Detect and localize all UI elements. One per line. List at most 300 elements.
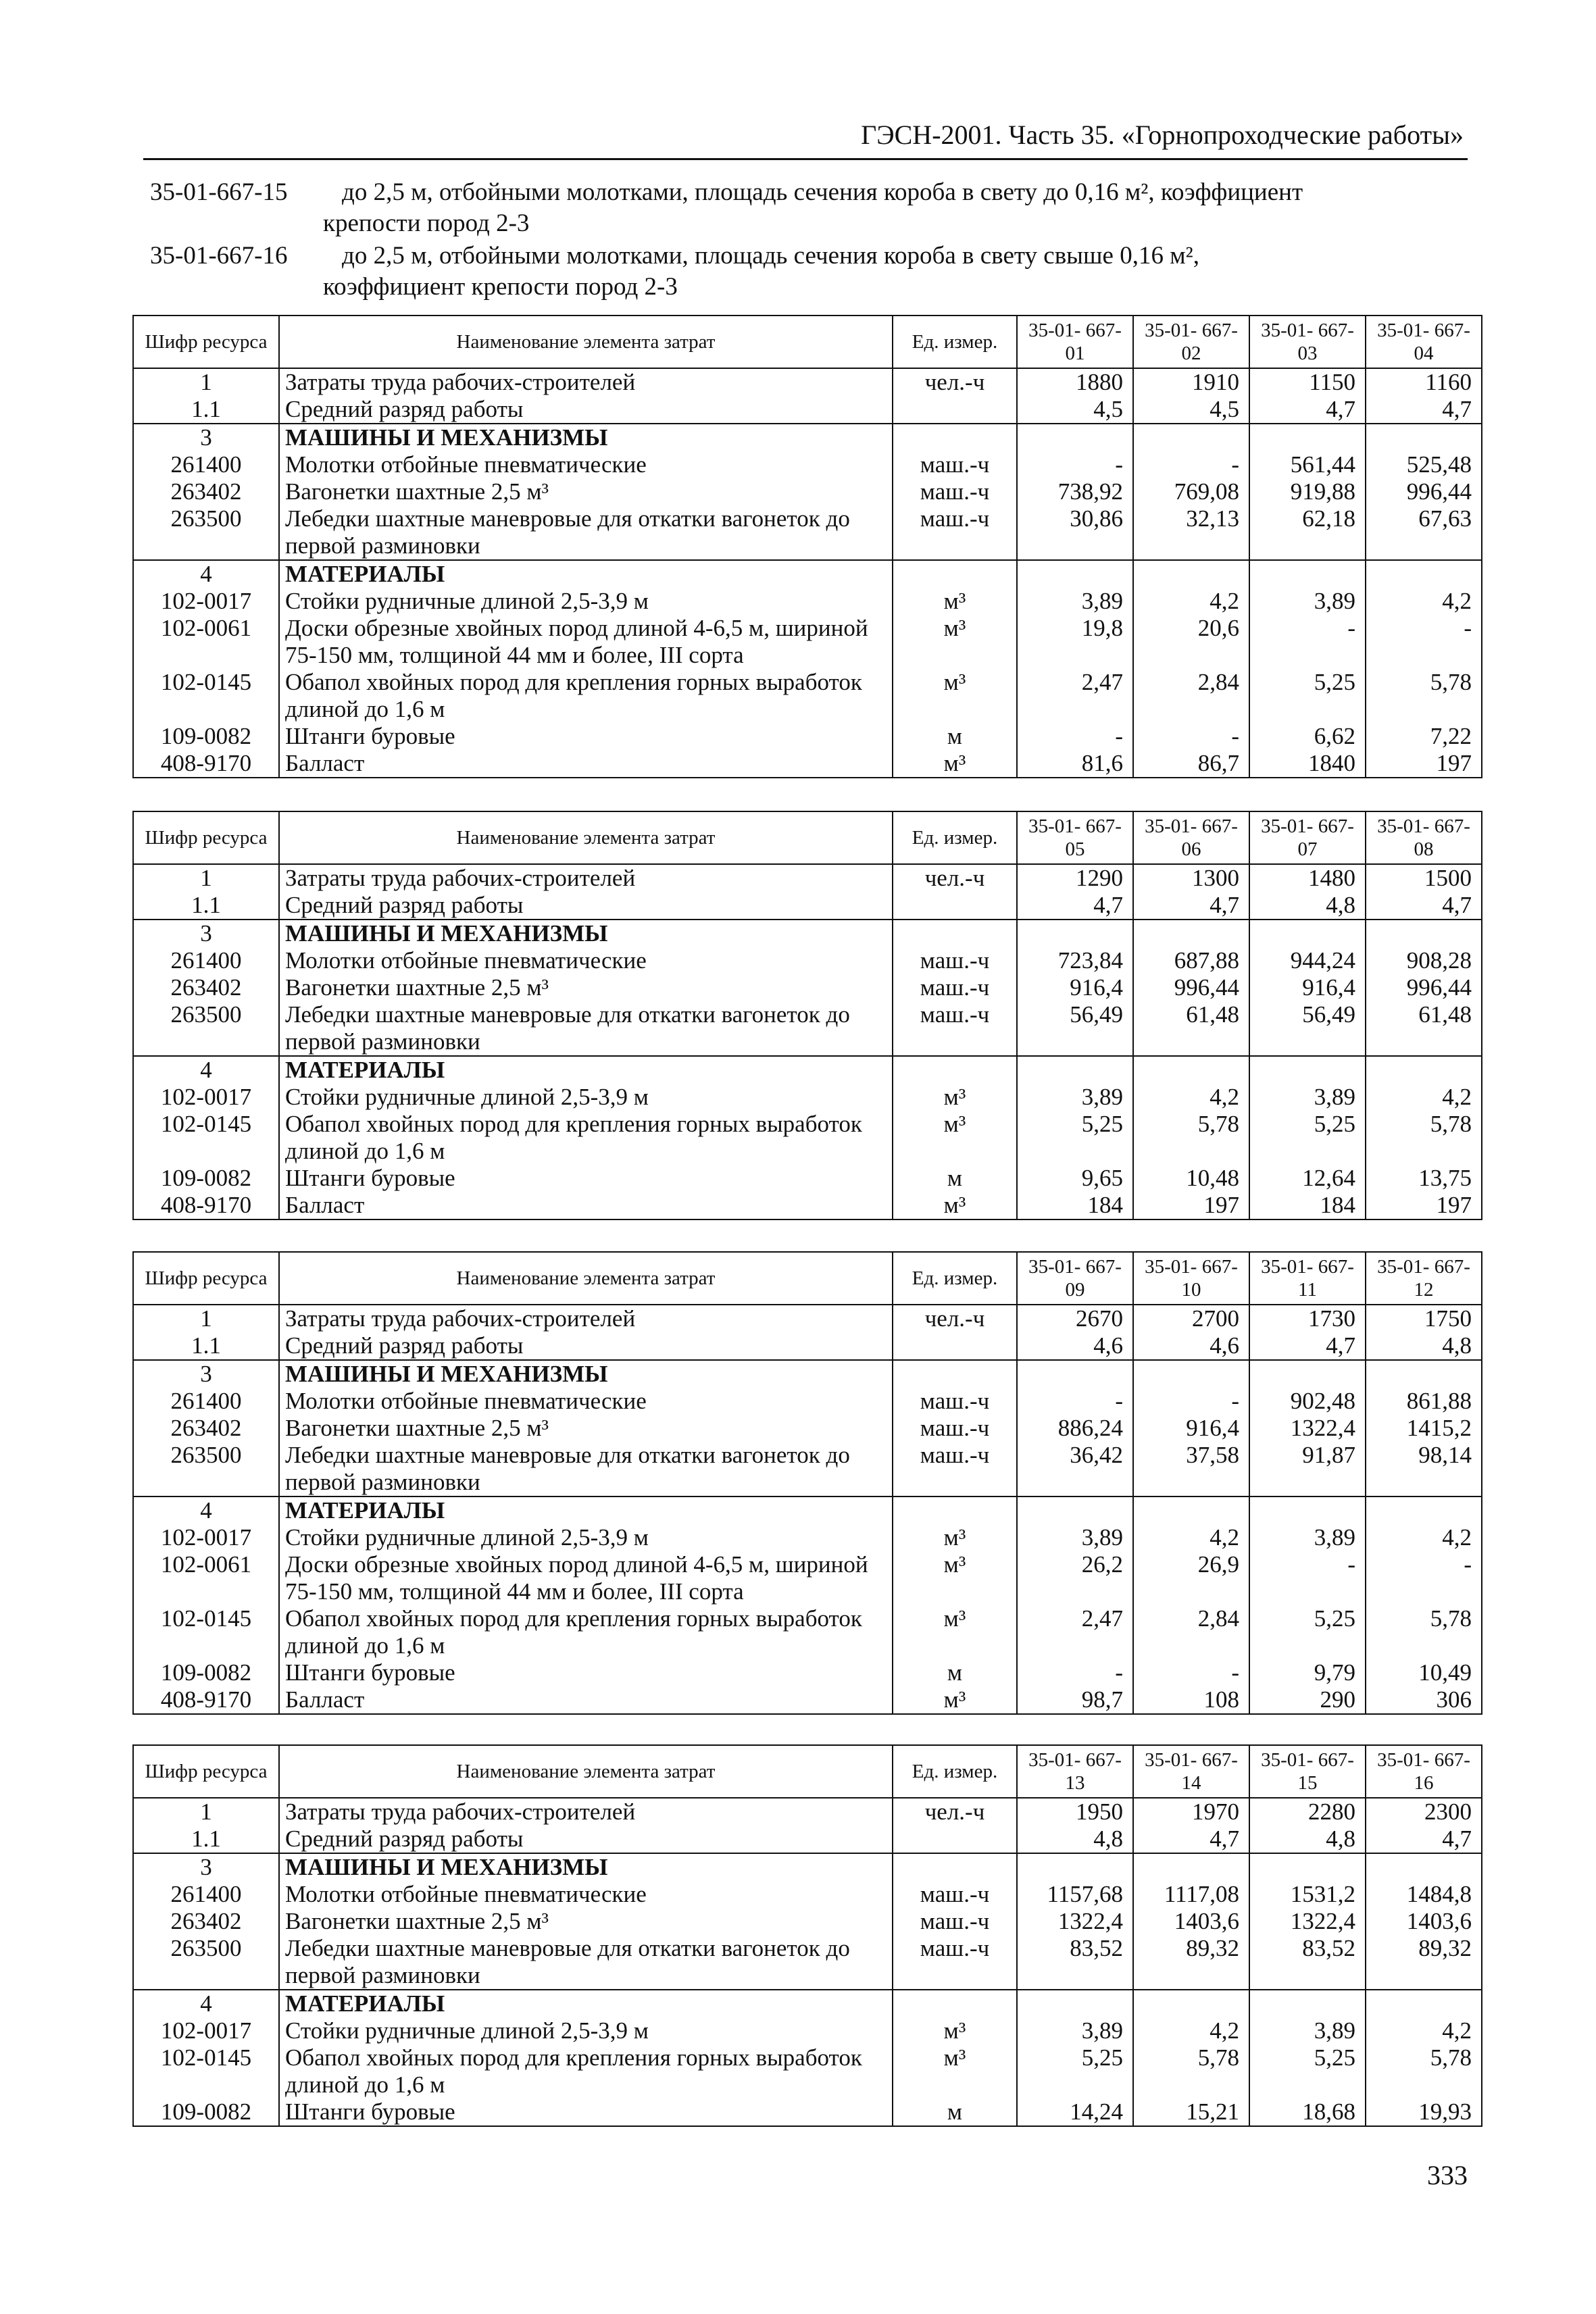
unit-of-measure: чел.-ч <box>893 864 1017 892</box>
table-row <box>133 2017 1482 2044</box>
norm-value: 4,7 <box>1133 1826 1249 1853</box>
norm-value: 1117,08 <box>1133 1881 1249 1908</box>
norm-value: 61,48 <box>1366 1001 1482 1056</box>
norm-value: 3,89 <box>1017 588 1133 615</box>
norm-value: 5,78 <box>1133 2044 1249 2098</box>
norm-value: 4,7 <box>1017 892 1133 920</box>
table-header-row <box>133 1252 1482 1305</box>
norm-value: 20,6 <box>1133 615 1249 669</box>
resource-code: 4 <box>133 1990 279 2017</box>
cost-element-name: МАТЕРИАЛЫ <box>279 560 893 588</box>
cost-element-name: Средний разряд работы <box>279 396 893 424</box>
norm-value <box>1133 1056 1249 1084</box>
resource-code: 1 <box>133 1305 279 1332</box>
norm-value: 886,24 <box>1017 1415 1133 1442</box>
norm-value <box>1366 1853 1482 1881</box>
header-norm-column: 35-01- 667-14 <box>1133 1745 1249 1798</box>
norm-value: 4,2 <box>1366 1084 1482 1111</box>
unit-of-measure: м³ <box>893 2017 1017 2044</box>
norm-value <box>1017 1853 1133 1881</box>
table-row <box>133 368 1482 396</box>
resource-code: 1.1 <box>133 1332 279 1360</box>
table-row <box>133 1826 1482 1853</box>
table-row <box>133 1192 1482 1219</box>
table-row <box>133 1798 1482 1826</box>
cost-element-name: МАТЕРИАЛЫ <box>279 1990 893 2017</box>
unit-of-measure: м <box>893 2098 1017 2126</box>
resource-code: 102-0061 <box>133 1551 279 1605</box>
cost-element-name: Средний разряд работы <box>279 892 893 920</box>
table-row <box>133 1165 1482 1192</box>
norm-value: 1160 <box>1366 368 1482 396</box>
norm-value: - <box>1133 451 1249 478</box>
header-title: ГЭСН-2001. Часть 35. «Горнопроходческие работы» <box>861 120 1464 150</box>
norm-value: 1730 <box>1249 1305 1366 1332</box>
resource-code: 102-0145 <box>133 1605 279 1659</box>
cost-element-name: Затраты труда рабочих-строителей <box>279 1798 893 1826</box>
table-row <box>133 864 1482 892</box>
intro-code: 35-01-667-15 <box>150 178 288 206</box>
unit-of-measure: чел.-ч <box>893 1798 1017 1826</box>
unit-of-measure: маш.-ч <box>893 451 1017 478</box>
resource-code: 1 <box>133 864 279 892</box>
cost-element-name: Балласт <box>279 1192 893 1219</box>
norm-value: 197 <box>1366 750 1482 778</box>
table-header-row <box>133 811 1482 864</box>
table-row <box>133 723 1482 750</box>
norm-value: 61,48 <box>1133 1001 1249 1056</box>
norm-value: 687,88 <box>1133 947 1249 974</box>
resource-table <box>132 315 1482 778</box>
resource-code: 261400 <box>133 1388 279 1415</box>
norm-value <box>1133 920 1249 947</box>
norm-value: 996,44 <box>1366 974 1482 1001</box>
unit-of-measure: маш.-ч <box>893 1442 1017 1496</box>
cost-element-name: Вагонетки шахтные 2,5 м³ <box>279 974 893 1001</box>
table-row <box>133 2098 1482 2126</box>
norm-value: 1484,8 <box>1366 1881 1482 1908</box>
norm-value: 4,8 <box>1366 1332 1482 1360</box>
norm-value <box>1366 424 1482 451</box>
norm-value: 1910 <box>1133 368 1249 396</box>
section-row <box>133 1990 1482 2017</box>
norm-value: 1300 <box>1133 864 1249 892</box>
table-row <box>133 750 1482 778</box>
table-row <box>133 1605 1482 1659</box>
norm-value: 1150 <box>1249 368 1366 396</box>
norm-value: 26,9 <box>1133 1551 1249 1605</box>
norm-value: 2670 <box>1017 1305 1133 1332</box>
resource-code: 4 <box>133 560 279 588</box>
unit-of-measure: м³ <box>893 750 1017 778</box>
norm-value: 4,8 <box>1249 1826 1366 1853</box>
table-row <box>133 1388 1482 1415</box>
norm-value <box>1017 1056 1133 1084</box>
norm-value: 91,87 <box>1249 1442 1366 1496</box>
header-norm-column: 35-01- 667-15 <box>1249 1745 1366 1798</box>
cost-element-name: Затраты труда рабочих-строителей <box>279 1305 893 1332</box>
cost-element-name: МАШИНЫ И МЕХАНИЗМЫ <box>279 1853 893 1881</box>
cost-element-name: Обапол хвойных пород для крепления горных выработок длиной до 1,6 м <box>279 2044 893 2098</box>
cost-element-name: Штанги буровые <box>279 723 893 750</box>
resource-code: 1.1 <box>133 892 279 920</box>
unit-of-measure <box>893 1826 1017 1853</box>
cost-element-name: Штанги буровые <box>279 1165 893 1192</box>
norm-value: - <box>1133 723 1249 750</box>
norm-value: 83,52 <box>1017 1935 1133 1990</box>
resource-code: 109-0082 <box>133 1659 279 1686</box>
norm-value <box>1017 560 1133 588</box>
norm-value: 5,25 <box>1249 669 1366 723</box>
header-name-column: Наименование элемента затрат <box>279 811 893 864</box>
norm-value: 26,2 <box>1017 1551 1133 1605</box>
intro-code: 35-01-667-16 <box>150 242 288 270</box>
norm-value: 197 <box>1366 1192 1482 1219</box>
norm-value: 3,89 <box>1249 588 1366 615</box>
resource-code: 263500 <box>133 1442 279 1496</box>
header-code-column: Шифр ресурса <box>133 1745 279 1798</box>
cost-element-name: МАШИНЫ И МЕХАНИЗМЫ <box>279 920 893 947</box>
norm-value: 3,89 <box>1249 1084 1366 1111</box>
norm-value: 15,21 <box>1133 2098 1249 2126</box>
cost-element-name: Штанги буровые <box>279 2098 893 2126</box>
norm-value: 916,4 <box>1249 974 1366 1001</box>
resource-code: 109-0082 <box>133 2098 279 2126</box>
section-row <box>133 920 1482 947</box>
norm-value: 108 <box>1133 1686 1249 1714</box>
norm-value: 6,62 <box>1249 723 1366 750</box>
norm-value: 1322,4 <box>1249 1415 1366 1442</box>
unit-of-measure: маш.-ч <box>893 947 1017 974</box>
norm-value: 4,6 <box>1017 1332 1133 1360</box>
cost-element-name: Лебедки шахтные маневровые для откатки вагонеток до первой разминовки <box>279 1442 893 1496</box>
norm-value: 2700 <box>1133 1305 1249 1332</box>
unit-of-measure: маш.-ч <box>893 1881 1017 1908</box>
resource-code: 102-0017 <box>133 1524 279 1551</box>
section-row <box>133 1360 1482 1388</box>
resource-code: 408-9170 <box>133 1686 279 1714</box>
unit-of-measure: м³ <box>893 2044 1017 2098</box>
unit-of-measure <box>893 1853 1017 1881</box>
resource-code: 1.1 <box>133 396 279 424</box>
intro-description <box>323 177 1450 239</box>
resource-code: 408-9170 <box>133 750 279 778</box>
norm-value: - <box>1366 1551 1482 1605</box>
norm-value <box>1017 424 1133 451</box>
cost-element-name: Стойки рудничные длиной 2,5-3,9 м <box>279 1524 893 1551</box>
header-code-column: Шифр ресурса <box>133 1252 279 1305</box>
resource-code: 1 <box>133 368 279 396</box>
norm-value: 996,44 <box>1133 974 1249 1001</box>
norm-value <box>1133 1990 1249 2017</box>
norm-value: 4,2 <box>1133 2017 1249 2044</box>
norm-value: 5,25 <box>1017 2044 1133 2098</box>
table-row <box>133 1524 1482 1551</box>
cost-element-name: Затраты труда рабочих-строителей <box>279 368 893 396</box>
norm-value: 56,49 <box>1249 1001 1366 1056</box>
unit-of-measure: м³ <box>893 1111 1017 1165</box>
norm-value: 19,93 <box>1366 2098 1482 2126</box>
cost-element-name: Обапол хвойных пород для крепления горных выработок длиной до 1,6 м <box>279 1111 893 1165</box>
norm-value <box>1017 920 1133 947</box>
cost-element-name: Молотки отбойные пневматические <box>279 1881 893 1908</box>
norm-value: 2,47 <box>1017 669 1133 723</box>
norm-value: 525,48 <box>1366 451 1482 478</box>
norm-value: 2,47 <box>1017 1605 1133 1659</box>
cost-element-name: Стойки рудничные длиной 2,5-3,9 м <box>279 1084 893 1111</box>
norm-value <box>1249 1496 1366 1524</box>
resource-code: 102-0017 <box>133 2017 279 2044</box>
norm-value: 3,89 <box>1017 1084 1133 1111</box>
unit-of-measure: м³ <box>893 669 1017 723</box>
resource-code: 1.1 <box>133 1826 279 1853</box>
norm-value: 1415,2 <box>1366 1415 1482 1442</box>
table-row <box>133 615 1482 669</box>
norm-value: 4,2 <box>1366 588 1482 615</box>
header-norm-column: 35-01- 667-13 <box>1017 1745 1133 1798</box>
cost-element-name: Обапол хвойных пород для крепления горных выработок длиной до 1,6 м <box>279 1605 893 1659</box>
unit-of-measure: маш.-ч <box>893 505 1017 560</box>
intro-description <box>323 241 1450 303</box>
cost-element-name: Вагонетки шахтные 2,5 м³ <box>279 1415 893 1442</box>
norm-value: 5,78 <box>1366 1605 1482 1659</box>
norm-value: 916,4 <box>1133 1415 1249 1442</box>
norm-value: 36,42 <box>1017 1442 1133 1496</box>
unit-of-measure: м³ <box>893 588 1017 615</box>
unit-of-measure: м³ <box>893 615 1017 669</box>
table-row <box>133 947 1482 974</box>
table-row <box>133 1908 1482 1935</box>
cost-element-name: Доски обрезные хвойных пород длиной 4-6,5 м, шириной 75-150 мм, толщиной 44 мм и более, III сорта <box>279 615 893 669</box>
norm-value: 3,89 <box>1017 1524 1133 1551</box>
norm-value: - <box>1133 1659 1249 1686</box>
section-row <box>133 1496 1482 1524</box>
cost-element-name: МАШИНЫ И МЕХАНИЗМЫ <box>279 1360 893 1388</box>
norm-value: 86,7 <box>1133 750 1249 778</box>
norm-value: 1403,6 <box>1366 1908 1482 1935</box>
unit-of-measure: маш.-ч <box>893 478 1017 505</box>
norm-value <box>1366 920 1482 947</box>
unit-of-measure: чел.-ч <box>893 1305 1017 1332</box>
norm-value: 4,5 <box>1133 396 1249 424</box>
norm-value: 4,7 <box>1366 892 1482 920</box>
table-row <box>133 1935 1482 1990</box>
norm-value <box>1249 1360 1366 1388</box>
resource-code: 263500 <box>133 1935 279 1990</box>
table-row <box>133 1305 1482 1332</box>
unit-of-measure: м³ <box>893 1605 1017 1659</box>
header-name-column: Наименование элемента затрат <box>279 316 893 368</box>
norm-value: - <box>1017 1388 1133 1415</box>
table-row <box>133 1001 1482 1056</box>
unit-of-measure <box>893 1496 1017 1524</box>
table-row <box>133 1659 1482 1686</box>
header-norm-column: 35-01- 667-02 <box>1133 316 1249 368</box>
cost-element-name: Средний разряд работы <box>279 1826 893 1853</box>
unit-of-measure <box>893 424 1017 451</box>
unit-of-measure: маш.-ч <box>893 1388 1017 1415</box>
table-row <box>133 1686 1482 1714</box>
cost-element-name: Вагонетки шахтные 2,5 м³ <box>279 1908 893 1935</box>
norm-value: 83,52 <box>1249 1935 1366 1990</box>
resource-code: 3 <box>133 424 279 451</box>
norm-value: 5,25 <box>1249 2044 1366 2098</box>
unit-of-measure: м³ <box>893 1524 1017 1551</box>
header-norm-column: 35-01- 667-09 <box>1017 1252 1133 1305</box>
table-row <box>133 1442 1482 1496</box>
norm-value: 67,63 <box>1366 505 1482 560</box>
norm-value: 5,78 <box>1366 2044 1482 2098</box>
norm-value: 1950 <box>1017 1798 1133 1826</box>
cost-element-name: МАТЕРИАЛЫ <box>279 1496 893 1524</box>
section-row <box>133 560 1482 588</box>
norm-value: - <box>1017 1659 1133 1686</box>
resource-code: 102-0061 <box>133 615 279 669</box>
norm-value: 290 <box>1249 1686 1366 1714</box>
table-row <box>133 1084 1482 1111</box>
norm-value: 4,7 <box>1249 1332 1366 1360</box>
unit-of-measure <box>893 1332 1017 1360</box>
unit-of-measure: маш.-ч <box>893 1908 1017 1935</box>
norm-value <box>1133 1496 1249 1524</box>
page-number: 333 <box>1427 2160 1468 2190</box>
norm-value <box>1249 1990 1366 2017</box>
norm-value <box>1366 1496 1482 1524</box>
norm-value: 4,2 <box>1133 1524 1249 1551</box>
norm-value: 4,2 <box>1366 1524 1482 1551</box>
resource-code: 261400 <box>133 947 279 974</box>
header-norm-column: 35-01- 667-06 <box>1133 811 1249 864</box>
cost-element-name: Лебедки шахтные маневровые для откатки вагонеток до первой разминовки <box>279 1935 893 1990</box>
norm-value <box>1133 1360 1249 1388</box>
norm-value: 306 <box>1366 1686 1482 1714</box>
table-header-row <box>133 1745 1482 1798</box>
cost-element-name: МАТЕРИАЛЫ <box>279 1056 893 1084</box>
norm-value: 5,78 <box>1366 669 1482 723</box>
norm-value: 197 <box>1133 1192 1249 1219</box>
norm-value: 19,8 <box>1017 615 1133 669</box>
norm-value <box>1249 424 1366 451</box>
norm-value <box>1133 560 1249 588</box>
resource-code: 261400 <box>133 451 279 478</box>
table-row <box>133 396 1482 424</box>
unit-of-measure <box>893 1360 1017 1388</box>
resource-code: 3 <box>133 1853 279 1881</box>
header-norm-column: 35-01- 667-01 <box>1017 316 1133 368</box>
norm-value: 738,92 <box>1017 478 1133 505</box>
norm-value: 89,32 <box>1133 1935 1249 1990</box>
page-header <box>143 115 1468 160</box>
cost-element-name: Лебедки шахтные маневровые для откатки вагонеток до первой разминовки <box>279 1001 893 1056</box>
resource-code: 102-0145 <box>133 1111 279 1165</box>
header-norm-column: 35-01- 667-05 <box>1017 811 1133 864</box>
norm-value <box>1249 1853 1366 1881</box>
norm-value: - <box>1133 1388 1249 1415</box>
unit-of-measure: чел.-ч <box>893 368 1017 396</box>
norm-value: 13,75 <box>1366 1165 1482 1192</box>
norm-value: 1880 <box>1017 368 1133 396</box>
norm-value: - <box>1366 615 1482 669</box>
unit-of-measure: маш.-ч <box>893 1935 1017 1990</box>
unit-of-measure: м³ <box>893 1686 1017 1714</box>
norm-value: 4,5 <box>1017 396 1133 424</box>
table-header-row <box>133 316 1482 368</box>
resource-code: 102-0145 <box>133 2044 279 2098</box>
norm-value: 7,22 <box>1366 723 1482 750</box>
unit-of-measure: маш.-ч <box>893 974 1017 1001</box>
header-code-column: Шифр ресурса <box>133 811 279 864</box>
resource-code: 263500 <box>133 505 279 560</box>
cost-element-name: Обапол хвойных пород для крепления горных выработок длиной до 1,6 м <box>279 669 893 723</box>
norm-value <box>1017 1360 1133 1388</box>
norm-value: 62,18 <box>1249 505 1366 560</box>
norm-value: 2,84 <box>1133 1605 1249 1659</box>
norm-value: 4,7 <box>1366 396 1482 424</box>
norm-value: 5,25 <box>1249 1605 1366 1659</box>
norm-value: 1403,6 <box>1133 1908 1249 1935</box>
resource-code: 109-0082 <box>133 1165 279 1192</box>
norm-value: 3,89 <box>1249 2017 1366 2044</box>
norm-value: 9,79 <box>1249 1659 1366 1686</box>
unit-of-measure <box>893 1056 1017 1084</box>
norm-value: 5,25 <box>1249 1111 1366 1165</box>
norm-value <box>1017 1496 1133 1524</box>
resource-code: 102-0017 <box>133 1084 279 1111</box>
norm-value: 861,88 <box>1366 1388 1482 1415</box>
norm-value: 37,58 <box>1133 1442 1249 1496</box>
norm-value <box>1366 1990 1482 2017</box>
table-row <box>133 669 1482 723</box>
norm-value: 908,28 <box>1366 947 1482 974</box>
cost-element-name: Молотки отбойные пневматические <box>279 947 893 974</box>
norm-value: 4,6 <box>1133 1332 1249 1360</box>
header-code-column: Шифр ресурса <box>133 316 279 368</box>
header-norm-column: 35-01- 667-10 <box>1133 1252 1249 1305</box>
intro-text: до 2,5 м, отбойными молотками, площадь сечения короба в свету свыше 0,16 м², <box>342 242 1199 270</box>
norm-value: 5,25 <box>1017 1111 1133 1165</box>
table-row <box>133 892 1482 920</box>
norm-value: 769,08 <box>1133 478 1249 505</box>
norm-value: 4,7 <box>1133 892 1249 920</box>
norm-value: 3,89 <box>1249 1524 1366 1551</box>
table-row <box>133 974 1482 1001</box>
norm-value <box>1249 560 1366 588</box>
cost-element-name: Молотки отбойные пневматические <box>279 451 893 478</box>
norm-value: 30,86 <box>1017 505 1133 560</box>
norm-value: 4,8 <box>1017 1826 1133 1853</box>
norm-value: 98,14 <box>1366 1442 1482 1496</box>
header-name-column: Наименование элемента затрат <box>279 1745 893 1798</box>
resource-code: 3 <box>133 920 279 947</box>
resource-code: 1 <box>133 1798 279 1826</box>
norm-value: 14,24 <box>1017 2098 1133 2126</box>
header-name-column: Наименование элемента затрат <box>279 1252 893 1305</box>
unit-of-measure: м³ <box>893 1551 1017 1605</box>
norm-value: 1322,4 <box>1017 1908 1133 1935</box>
unit-of-measure <box>893 396 1017 424</box>
norm-value: - <box>1249 1551 1366 1605</box>
unit-of-measure: м³ <box>893 1192 1017 1219</box>
header-norm-column: 35-01- 667-16 <box>1366 1745 1482 1798</box>
norm-value <box>1249 920 1366 947</box>
unit-of-measure: маш.-ч <box>893 1001 1017 1056</box>
norm-value: 5,78 <box>1366 1111 1482 1165</box>
norm-value: 919,88 <box>1249 478 1366 505</box>
section-row <box>133 1056 1482 1084</box>
unit-of-measure <box>893 892 1017 920</box>
norm-value: 9,65 <box>1017 1165 1133 1192</box>
header-unit-column: Ед. измер. <box>893 1252 1017 1305</box>
